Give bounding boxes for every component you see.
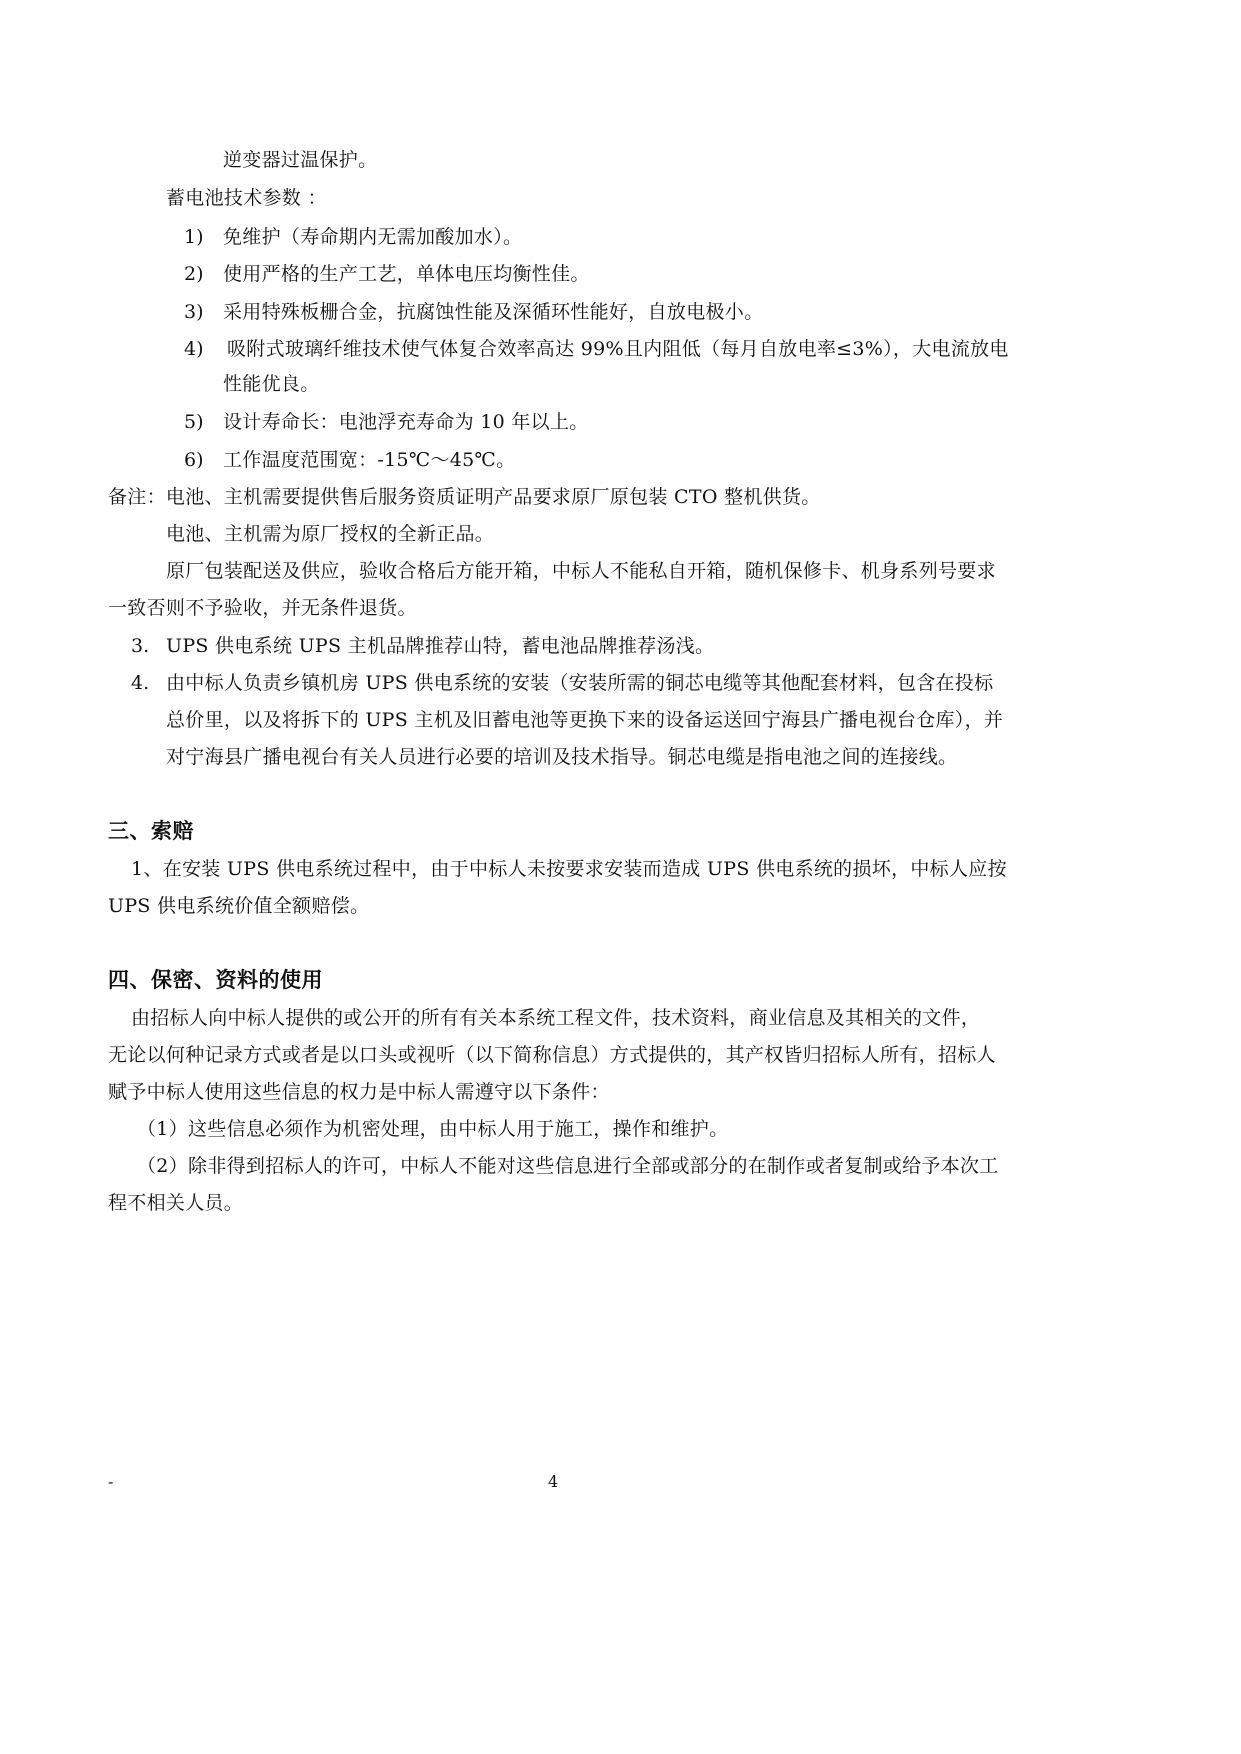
footer-dash: - — [108, 1472, 114, 1491]
item-3-text: UPS 供电系统 UPS 主机品牌推荐山特，蓄电池品牌推荐汤浅。 — [166, 635, 715, 657]
confidentiality-condition-2a: （2）除非得到招标人的许可，中标人不能对这些信息进行全部或部分的在制作或者复制或给予本次工 — [137, 1155, 999, 1177]
confidentiality-line-c: 赋予中标人使用这些信息的权力是中标人需遵守以下条件： — [108, 1081, 610, 1103]
confidentiality-condition-1: （1）这些信息必须作为机密处理，由中标人用于施工，操作和维护。 — [137, 1118, 729, 1140]
item-4-line-b: 总价里，以及将拆下的 UPS 主机及旧蓄电池等更换下来的设备运送回宁海县广播电视台仓库），并 — [166, 709, 1004, 731]
item-4-line-a: 由中标人负责乡镇机房 UPS 供电系统的安装（安装所需的铜芯电缆等其他配套材料，包含在投标 — [166, 672, 994, 694]
remark-line-1: 备注：电池、主机需要提供售后服务资质证明产品要求原厂原包装 CTO 整机供货。 — [108, 486, 821, 508]
page-number: 4 — [548, 1472, 559, 1491]
remark-line-3a: 原厂包装配送及供应，验收合格后方能开箱，中标人不能私自开箱，随机保修卡、机身系列号要求 — [166, 560, 996, 582]
battery-item-5-number: 5) — [184, 411, 204, 433]
battery-item-3-text: 采用特殊板栅合金，抗腐蚀性能及深循环性能好，自放电极小。 — [223, 301, 764, 323]
item-4-line-c: 对宁海县广播电视台有关人员进行必要的培训及技术指导。铜芯电缆是指电池之间的连接线。 — [166, 746, 958, 768]
battery-item-1-text: 免维护（寿命期内无需加酸加水）。 — [223, 226, 523, 248]
battery-item-3-number: 3) — [184, 301, 204, 323]
battery-item-5-text: 设计寿命长：电池浮充寿命为 10 年以上。 — [223, 411, 589, 433]
battery-item-4-continuation: 性能优良。 — [223, 373, 320, 395]
claims-line-b: UPS 供电系统价值全额赔偿。 — [108, 895, 370, 917]
battery-params-title: 蓄电池技术参数 ： — [166, 187, 327, 209]
confidentiality-heading: 四、保密、资料的使用 — [108, 968, 323, 992]
battery-item-4-number: 4) — [184, 338, 204, 360]
remark-line-3b: 一致否则不予验收，并无条件退货。 — [108, 597, 417, 619]
confidentiality-line-a: 由招标人向中标人提供的或公开的所有有关本系统工程文件，技术资料，商业信息及其相关的文件， — [131, 1007, 981, 1029]
confidentiality-line-b: 无论以何种记录方式或者是以口头或视听（以下简称信息）方式提供的，其产权皆归招标人所有，招标人 — [108, 1044, 996, 1066]
battery-item-4-text: 吸附式玻璃纤维技术使气体复合效率高达 99%且内阻低（每月自放电率≤3%），大电流放电 — [227, 338, 1009, 360]
confidentiality-condition-2b: 程不相关人员。 — [108, 1192, 244, 1214]
item-4-number: 4. — [131, 672, 150, 694]
inverter-overtemp-line: 逆变器过温保护。 — [223, 149, 378, 171]
battery-item-2-text: 使用严格的生产工艺，单体电压均衡性佳。 — [223, 263, 590, 285]
claims-line-a: 1、在安装 UPS 供电系统过程中，由于中标人未按要求安装而造成 UPS 供电系统的损坏，中标人应按 — [131, 858, 1007, 880]
item-3-number: 3. — [131, 635, 150, 657]
battery-item-2-number: 2) — [184, 263, 204, 285]
battery-item-1-number: 1) — [184, 226, 204, 248]
battery-item-6-text: 工作温度范围宽：-15℃～45℃。 — [223, 449, 516, 471]
battery-item-6-number: 6) — [184, 449, 204, 471]
remark-line-2: 电池、主机需为原厂授权的全新正品。 — [166, 523, 495, 545]
claims-heading: 三、索赔 — [108, 819, 194, 843]
